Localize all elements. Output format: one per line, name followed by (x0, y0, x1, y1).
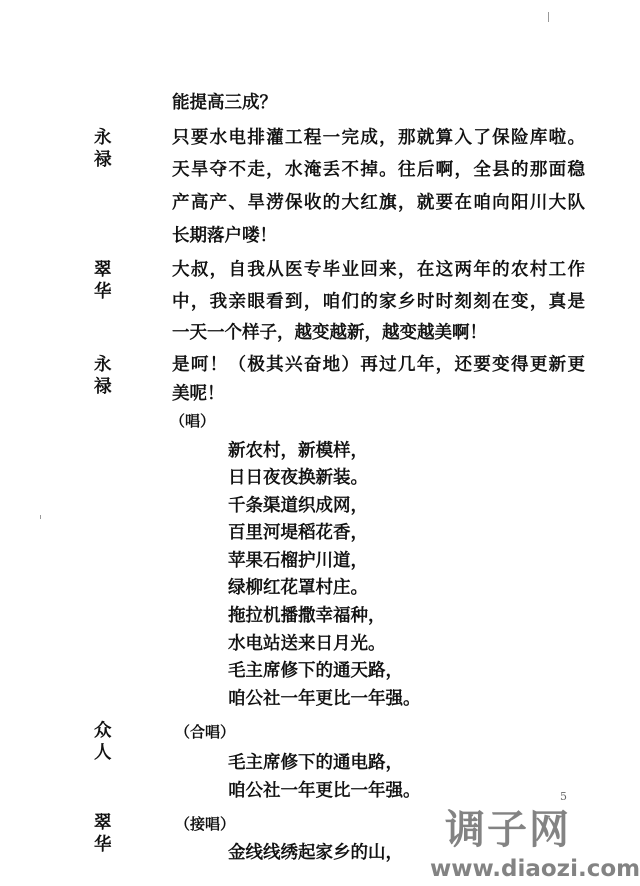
lyric-line: 金线线绣起家乡的山， (228, 843, 403, 863)
lyric-line: 咱公社一年更比一年强。 (228, 781, 421, 801)
scan-mark (40, 515, 41, 519)
watermark-url: www.diaozi.com (430, 856, 640, 882)
dialogue-line: 中，我亲眼看到，咱们的家乡时时刻刻在变，真是 (172, 292, 585, 312)
speaker-label: 永禄 (94, 355, 138, 397)
speaker-label: 翠华 (94, 813, 138, 855)
speaker-name (94, 812, 156, 856)
scan-mark (548, 12, 549, 22)
lyric-line: 日日夜夜换新装。 (228, 468, 368, 488)
lyric-line: 毛主席修下的通天路， (228, 661, 403, 681)
speaker-name (94, 720, 156, 764)
dialogue-line: 美呢！ (172, 384, 225, 404)
stage-direction: （合唱） (175, 723, 236, 741)
lyric-line: 千条渠道织成网， (228, 496, 368, 516)
lyric-line: 百里河堤稻花香， (228, 523, 368, 543)
dialogue-line: 长期落户喽！ (172, 226, 277, 246)
lyric-line: 新农村，新模样， (228, 441, 368, 461)
speaker-label: 众人 (94, 721, 138, 763)
dialogue-line: 是呵！（极其兴奋地）再过几年，还要变得更新更 (172, 355, 585, 375)
stage-direction: （接唱） (175, 815, 236, 833)
dialogue-line: 产高产、旱涝保收的大红旗，就要在咱向阳川大队 (172, 193, 585, 213)
dialogue-line: 能提高三成？ (172, 93, 277, 113)
lyric-line: 苹果石榴护川道， (228, 551, 368, 571)
speaker-name (94, 259, 156, 303)
lyric-line: 绿柳红花罩村庄。 (228, 578, 368, 598)
dialogue-line: 天旱夺不走，水淹丢不掉。往后啊，全县的那面稳 (172, 160, 585, 180)
dialogue-line: 一天一个样子，越变越新，越变越美啊！ (172, 323, 487, 343)
speaker-name (94, 354, 156, 398)
dialogue-line: 只要水电排灌工程一完成，那就算入了保险库啦。 (172, 128, 585, 148)
page-number: 5 (560, 790, 567, 803)
lyric-line: 拖拉机播撒幸福种， (228, 606, 386, 626)
speaker-label: 永禄 (94, 128, 138, 170)
lyric-line: 水电站送来日月光。 (228, 634, 386, 654)
lyric-line: 咱公社一年更比一年强。 (228, 689, 421, 709)
stage-direction: （唱） (170, 412, 216, 430)
lyric-line: 毛主席修下的通电路， (228, 753, 403, 773)
speaker-label: 翠华 (94, 260, 138, 302)
dialogue-line: 大叔，自我从医专毕业回来，在这两年的农村工作 (172, 260, 585, 280)
speaker-name (94, 127, 156, 171)
watermark-title: 调子网 (445, 807, 571, 853)
